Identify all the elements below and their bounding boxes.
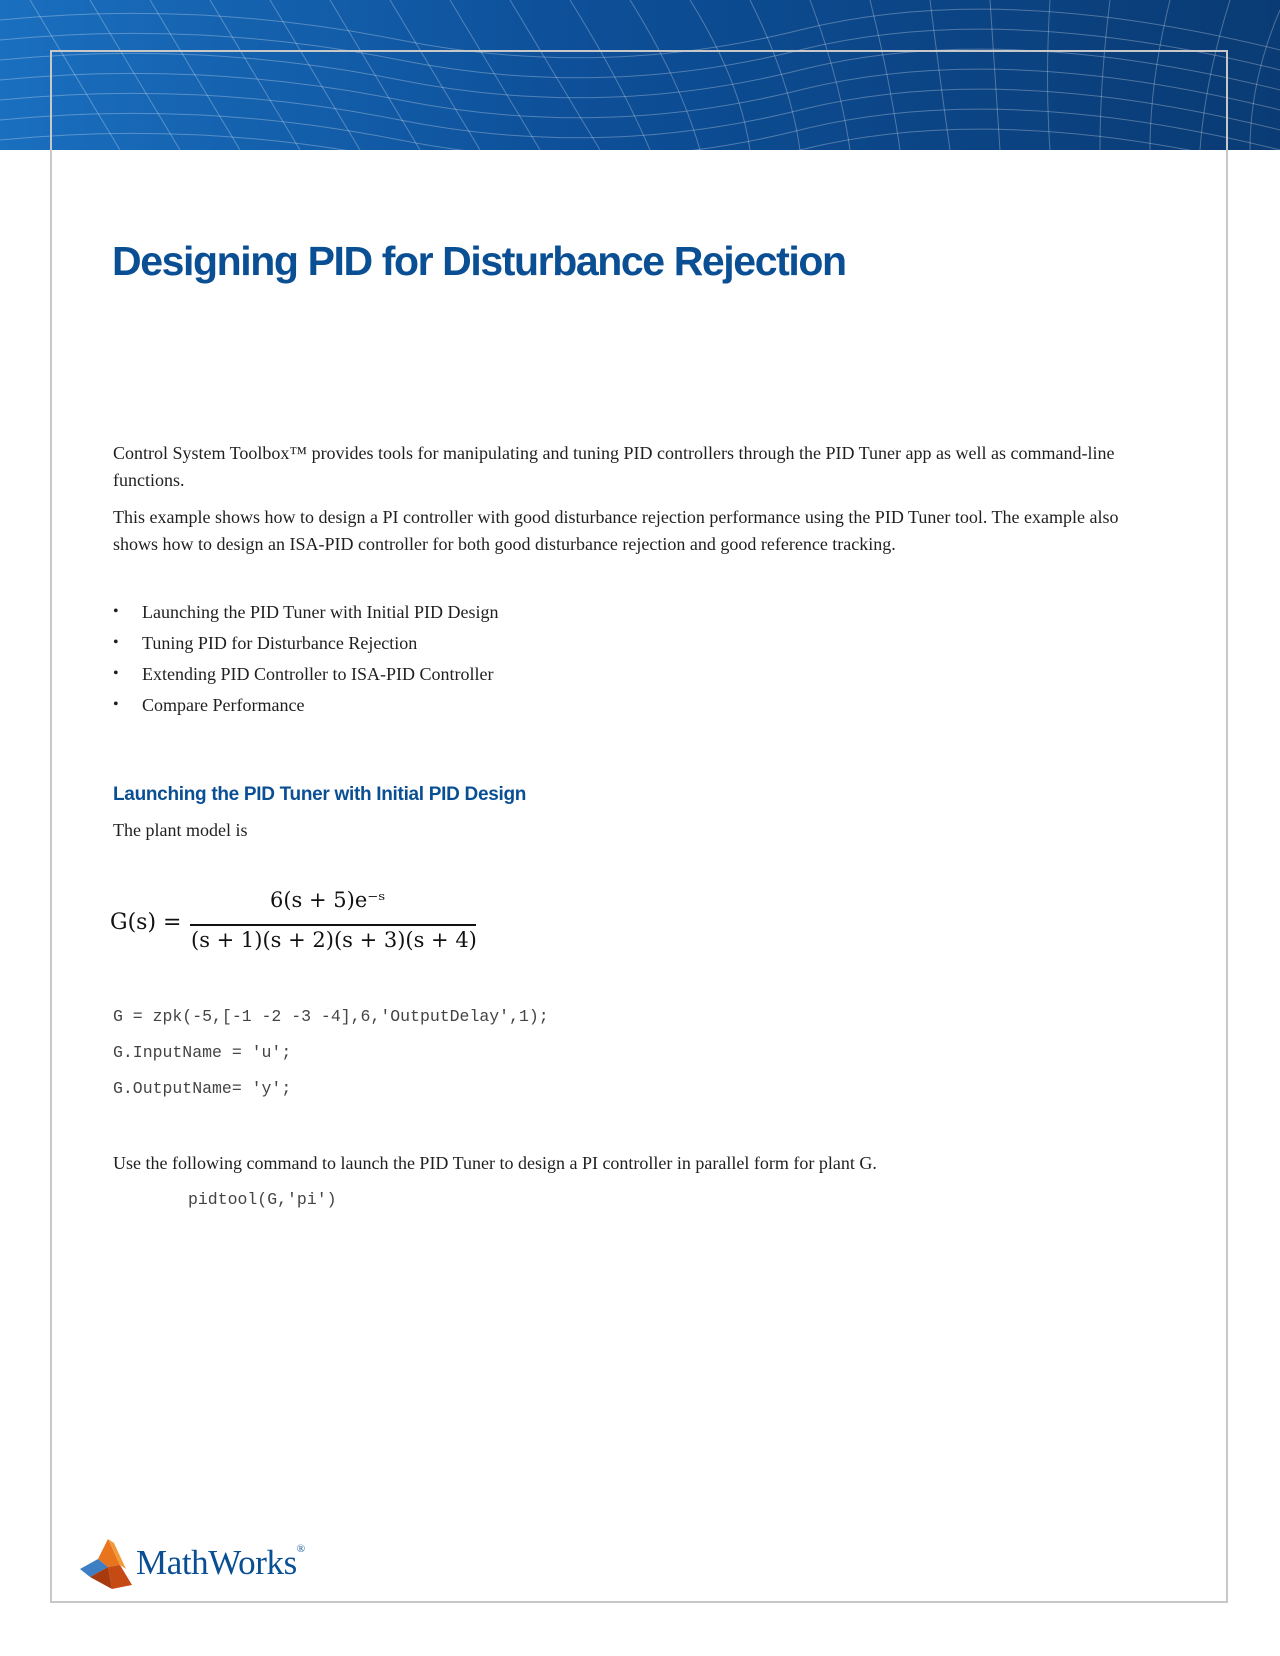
page-title: Designing PID for Disturbance Rejection <box>112 238 846 284</box>
matlab-membrane-icon <box>78 1535 134 1591</box>
bullet-item: • Extending PID Controller to ISA-PID Controller <box>113 660 498 691</box>
bullet-item: • Tuning PID for Disturbance Rejection <box>113 629 498 660</box>
header-banner <box>0 0 1280 150</box>
equation-lhs: G(s) = <box>110 910 182 935</box>
equation-numerator: 6(s + 5)e⁻ˢ <box>270 888 386 912</box>
registered-mark: ® <box>296 1543 305 1555</box>
bullet-item: • Launching the PID Tuner with Initial PID Design <box>113 598 498 629</box>
transfer-function-equation <box>110 888 480 958</box>
bullet-list <box>113 598 498 722</box>
launch-instruction: Use the following command to launch the PID Tuner to design a PI controller in parallel form for plant G. <box>113 1153 877 1173</box>
equation-denominator: (s + 1)(s + 2)(s + 3)(s + 4) <box>191 928 477 952</box>
bullet-item: • Compare Performance <box>113 691 498 722</box>
intro-paragraph: This example shows how to design a PI controller with good disturbance rejection performance using the PID Tuner tool. The example also shows how to design an ISA-PID controller for both good disturbance rejection and good reference tracking. <box>113 507 1119 554</box>
plant-text: The plant model is <box>113 820 248 840</box>
logo-wordmark: MathWorks® <box>136 1543 305 1582</box>
fraction-bar <box>190 924 476 926</box>
launch-code: pidtool(G,'pi') <box>188 1190 337 1209</box>
section-heading: Launching the PID Tuner with Initial PID Design <box>113 784 527 805</box>
code-line: G = zpk(-5,[-1 -2 -3 -4],6,'OutputDelay',1); <box>113 1007 549 1026</box>
code-line: G.InputName = 'u'; <box>113 1043 292 1062</box>
mathworks-logo <box>78 1535 305 1591</box>
code-line: G.OutputName= 'y'; <box>113 1079 292 1098</box>
intro-paragraph: Control System Toolbox™ provides tools for manipulating and tuning PID controllers through the PID Tuner app as well as command-line functions. <box>113 443 1115 490</box>
